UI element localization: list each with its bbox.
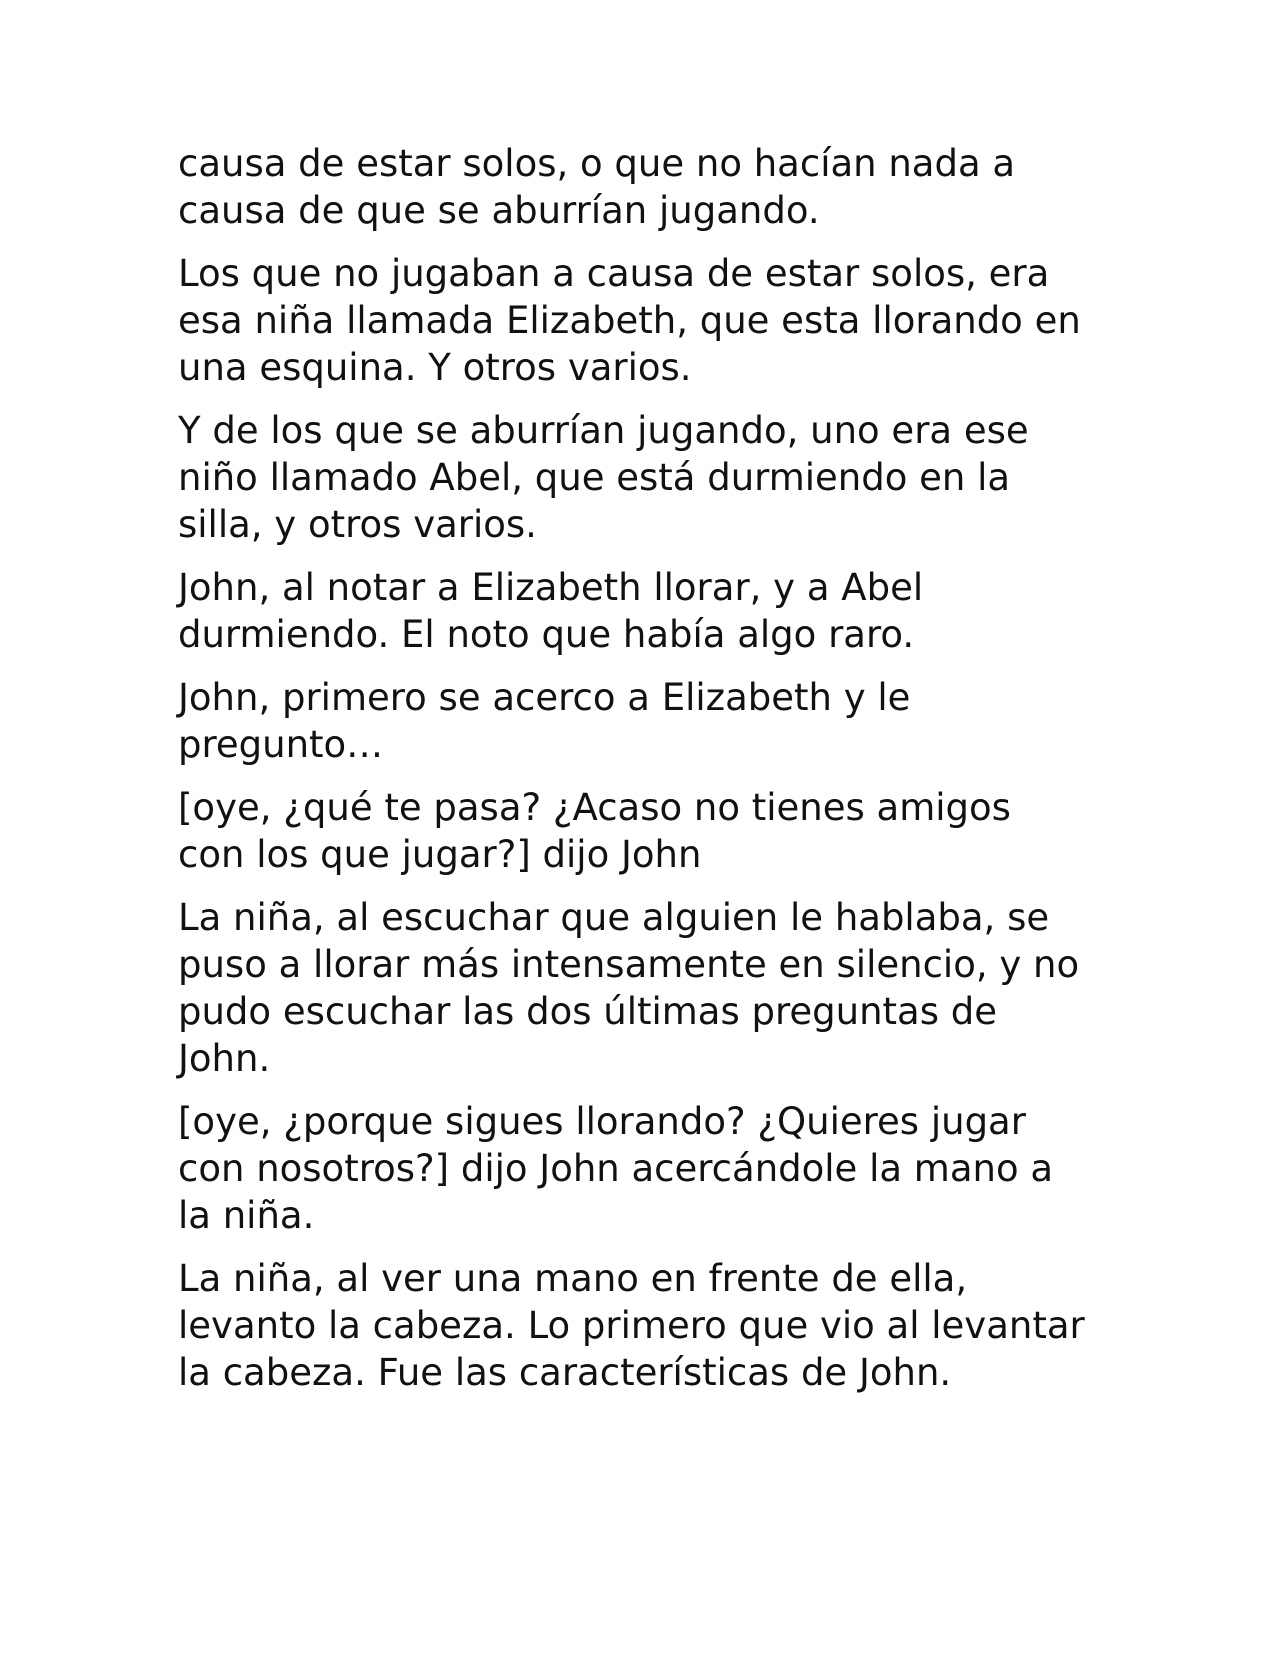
text-line: con los que jugar?] dijo John	[178, 833, 702, 876]
text-line: [oye, ¿qué te pasa? ¿Acaso no tienes amigos	[178, 786, 1011, 829]
paragraph-7	[178, 894, 1118, 1082]
text-line: levanto la cabeza. Lo primero que vio al levantar	[178, 1304, 1085, 1347]
document-page	[178, 140, 1118, 1412]
text-line: John, primero se acerco a Elizabeth y le	[178, 676, 911, 719]
text-line: niño llamado Abel, que está durmiendo en la	[178, 456, 1011, 499]
text-line: con nosotros?] dijo John acercándole la mano a	[178, 1147, 1054, 1190]
paragraph-4	[178, 564, 1118, 658]
text-line: causa de estar solos, o que no hacían nada a	[178, 142, 1016, 185]
text-line: La niña, al escuchar que alguien le hablaba, se	[178, 896, 1050, 939]
paragraph-9	[178, 1255, 1118, 1396]
paragraph-5	[178, 674, 1118, 768]
text-line: John, al notar a Elizabeth llorar, y a Abel	[178, 566, 924, 609]
text-line: una esquina. Y otros varios.	[178, 346, 692, 389]
text-line: pregunto…	[178, 723, 384, 766]
paragraph-3	[178, 407, 1118, 548]
text-line: La niña, al ver una mano en frente de ella,	[178, 1257, 968, 1300]
paragraph-8	[178, 1098, 1118, 1239]
text-line: [oye, ¿porque sigues llorando? ¿Quieres jugar	[178, 1100, 1026, 1143]
text-line: puso a llorar más intensamente en silencio, y no	[178, 943, 1080, 986]
text-line: esa niña llamada Elizabeth, que esta llorando en	[178, 299, 1081, 342]
text-line: Los que no jugaban a causa de estar solos, era	[178, 252, 1050, 295]
text-line: John.	[178, 1037, 271, 1080]
paragraph-6	[178, 784, 1118, 878]
paragraph-2	[178, 250, 1118, 391]
paragraph-1	[178, 140, 1118, 234]
text-line: causa de que se aburrían jugando.	[178, 189, 820, 232]
text-line: la niña.	[178, 1194, 315, 1237]
text-line: Y de los que se aburrían jugando, uno era ese	[178, 409, 1029, 452]
text-line: durmiendo. El noto que había algo raro.	[178, 613, 915, 656]
text-line: silla, y otros varios.	[178, 503, 537, 546]
text-line: la cabeza. Fue las características de John.	[178, 1351, 952, 1394]
text-line: pudo escuchar las dos últimas preguntas de	[178, 990, 998, 1033]
